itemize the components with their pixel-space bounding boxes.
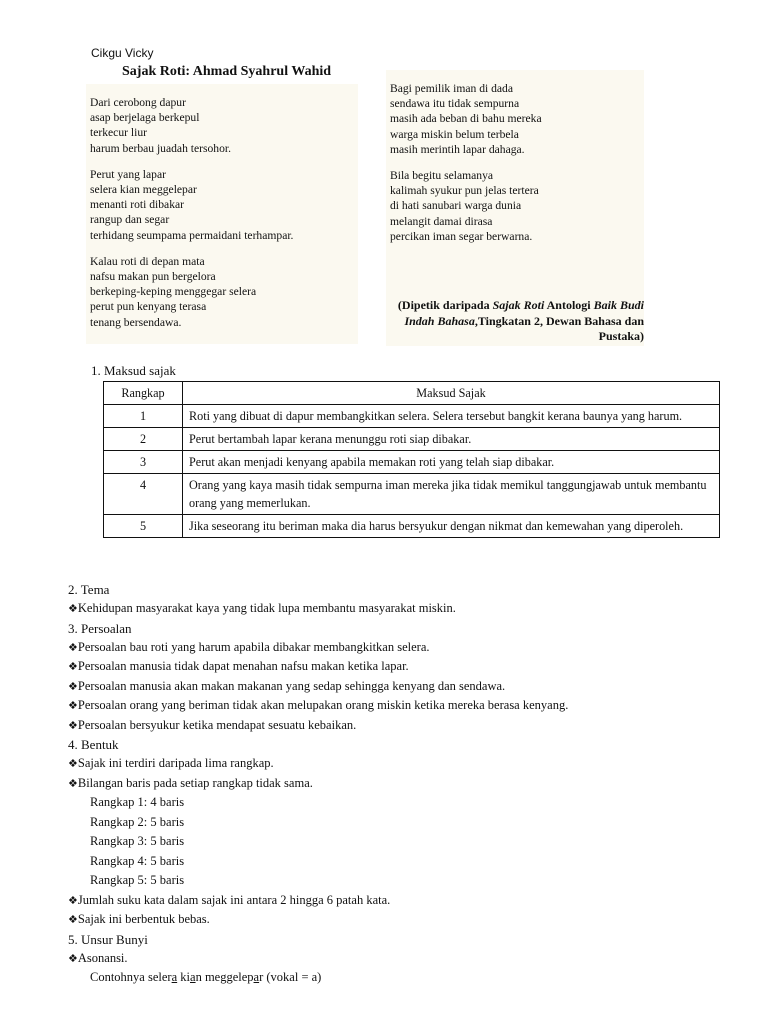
poem-title: Sajak Roti: Ahmad Syahrul Wahid	[122, 64, 332, 79]
maksud-text: Perut bertambah lapar kerana menunggu roti siap dibakar.	[183, 428, 720, 451]
rangkap-number: 2	[104, 428, 183, 451]
rangkap-line: Rangkap 3: 5 baris	[90, 834, 185, 848]
bullet-text: Persoalan bersyukur ketika mendapat sesuatu kebaikan.	[77, 717, 357, 732]
poem-line: kalimah syukur pun jelas tertera	[390, 184, 539, 198]
example-underlined-a: a	[190, 970, 196, 984]
bullet-text: Sajak ini terdiri daripada lima rangkap.	[77, 756, 274, 770]
persoalan-bullet	[68, 716, 708, 736]
unsur-bunyi-bullet	[68, 949, 708, 969]
source-italic-title: Sajak Roti	[492, 298, 545, 312]
bullet-diamond-icon: ❖	[68, 951, 78, 965]
example-prefix: Contohnya seler	[90, 970, 172, 984]
poem-line: perut pun kenyang terasa	[90, 300, 207, 314]
notes-content	[68, 580, 708, 988]
rangkap-number: 4	[104, 474, 183, 515]
bullet-diamond-icon: ❖	[68, 776, 78, 790]
bullet-diamond-icon: ❖	[68, 913, 78, 926]
poem-line: di hati sanubari warga dunia	[390, 199, 522, 213]
rangkap-number: 5	[104, 515, 183, 538]
poem-line: sendawa itu tidak sempurna	[390, 97, 520, 111]
section-unsur-bunyi-heading: 5. Unsur Bunyi	[68, 931, 148, 947]
poem-line: nafsu makan pun bergelora	[90, 270, 216, 284]
poem-stanza	[90, 167, 358, 243]
rangkap-line: Rangkap 1: 4 baris	[90, 795, 185, 809]
poem-source-citation	[394, 298, 644, 345]
table-row	[104, 451, 720, 474]
table-row	[104, 515, 720, 538]
rangkap-number: 3	[104, 451, 183, 474]
bentuk-bullet	[68, 774, 708, 794]
source-mid: Antologi	[544, 298, 594, 312]
poem-line: menanti roti dibakar	[90, 198, 185, 212]
rangkap-line: Rangkap 4: 5 baris	[90, 853, 185, 868]
poem-line: harum berbau juadah tersohor.	[90, 141, 232, 155]
example-mid: n meggelep	[195, 970, 254, 984]
poem-stanza	[390, 81, 644, 157]
bentuk-bullet	[68, 910, 708, 930]
poem-line: percikan iman segar berwarna.	[390, 229, 533, 243]
bullet-diamond-icon: ❖	[68, 699, 78, 712]
poem-line: tenang bersendawa.	[90, 315, 182, 329]
bullet-text: Persoalan manusia tidak dapat menahan nafsu makan ketika lapar.	[77, 659, 409, 673]
maksud-text: Perut akan menjadi kenyang apabila memakan roti yang telah siap dibakar.	[183, 451, 720, 474]
section-bentuk-heading: 4. Bentuk	[68, 737, 119, 752]
rangkap-number: 1	[104, 405, 183, 428]
poem-stanza	[90, 254, 358, 330]
bullet-text: Persoalan manusia akan makan makanan yang sedap sehingga kenyang dan sendawa.	[77, 678, 506, 693]
maksud-text: Jika seseorang itu beriman maka dia harus bersyukur dengan nikmat dan kemewahan yang diperoleh.	[183, 515, 720, 538]
section-persoalan-heading: 3. Persoalan	[68, 620, 132, 636]
source-suffix: ,Tingkatan 2, Dewan Bahasa dan Pustaka)	[474, 313, 644, 343]
bullet-diamond-icon: ❖	[68, 893, 78, 907]
poem-line: Kalau roti di depan mata	[90, 254, 205, 268]
bullet-diamond-icon: ❖	[68, 757, 78, 770]
maksud-text: Roti yang dibuat di dapur membangkitkan selera. Selera tersebut bangkit kerana baunya yang harum.	[183, 405, 720, 428]
bullet-text: Bilangan baris pada setiap rangkap tidak sama.	[77, 775, 313, 790]
tema-bullet	[68, 599, 708, 619]
bullet-text: Sajak ini berbentuk bebas.	[77, 912, 210, 926]
section-maksud-heading: 1. Maksud sajak	[91, 363, 176, 378]
bullet-diamond-icon: ❖	[68, 602, 78, 615]
poem-line: Bila begitu selamanya	[390, 169, 494, 183]
poem-line: asap berjelaga berkepul	[90, 111, 200, 125]
bullet-diamond-icon: ❖	[68, 640, 78, 654]
bentuk-bullet	[68, 891, 708, 911]
poem-stanza	[90, 95, 358, 156]
poem-line: warga miskin belum terbela	[390, 127, 519, 141]
example-underlined-a: a	[253, 970, 260, 984]
poem-line: rangup dan segar	[90, 213, 170, 227]
bullet-text: Persoalan orang yang beriman tidak akan melupakan orang miskin ketika mereka berasa kenyang.	[77, 698, 569, 712]
table-row	[104, 428, 720, 451]
poem-line: terkecur liur	[90, 126, 147, 140]
poem-line: terhidang seumpama permaidani terhampar.	[90, 228, 294, 242]
poem-line: selera kian meggelepar	[90, 183, 197, 197]
source-prefix: (Dipetik daripada	[397, 298, 493, 312]
table-row	[104, 474, 720, 515]
poem-line: Bagi pemilik iman di dada	[390, 82, 513, 95]
maksud-table	[103, 381, 720, 538]
poem-line: melangit damai dirasa	[390, 214, 493, 228]
section-tema-heading: 2. Tema	[68, 582, 110, 597]
example-suffix: r (vokal = a)	[259, 970, 322, 984]
poem-line: Perut yang lapar	[90, 167, 166, 181]
poem-line: Dari cerobong dapur	[90, 96, 186, 109]
persoalan-bullet	[68, 696, 708, 716]
bentuk-bullet	[68, 754, 708, 774]
bullet-diamond-icon: ❖	[68, 679, 78, 693]
header-maksud: Maksud Sajak	[183, 382, 720, 405]
persoalan-bullet	[68, 638, 708, 658]
bullet-text: Persoalan bau roti yang harum apabila dibakar membangkitkan selera.	[77, 639, 430, 654]
bullet-diamond-icon: ❖	[68, 718, 78, 732]
persoalan-bullet	[68, 677, 708, 697]
poem-line: masih ada beban di bahu mereka	[390, 112, 542, 126]
bullet-diamond-icon: ❖	[68, 660, 78, 673]
maksud-text: Orang yang kaya masih tidak sempurna iman mereka jika tidak memikul tanggungjawab untuk membantu orang yang memerlukan.	[183, 474, 720, 515]
asonansi-example	[68, 968, 708, 988]
bullet-text: Kehidupan masyarakat kaya yang tidak lupa membantu masyarakat miskin.	[77, 601, 456, 615]
poem-line: berkeping-keping menggegar selera	[90, 285, 257, 299]
persoalan-bullet	[68, 657, 708, 677]
rangkap-line: Rangkap 2: 5 baris	[90, 814, 185, 829]
source-italic-anthology: Baik Budi Indah Bahasa	[404, 298, 644, 328]
author-label: Cikgu Vicky	[91, 46, 154, 60]
rangkap-line: Rangkap 5: 5 baris	[90, 873, 185, 887]
poem-stanza	[390, 168, 644, 244]
bullet-text: Asonansi.	[77, 950, 128, 965]
example-mid: ki	[177, 970, 191, 984]
table-row	[104, 405, 720, 428]
table-header-row	[104, 382, 720, 405]
poem-line: masih merintih lapar dahaga.	[390, 142, 525, 156]
header-rangkap: Rangkap	[104, 382, 183, 405]
poem-left-column	[86, 84, 358, 344]
example-underlined-a: a	[171, 970, 178, 984]
bullet-text: Jumlah suku kata dalam sajak ini antara 2 hingga 6 patah kata.	[77, 892, 391, 907]
